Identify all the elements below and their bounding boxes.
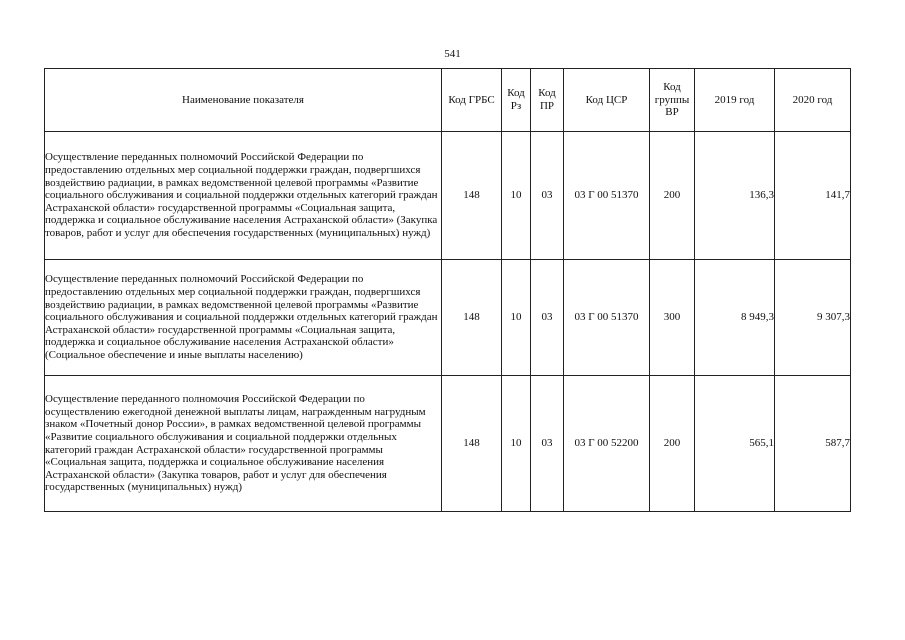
table-row <box>45 376 851 512</box>
row-csr: 03 Г 00 51370 <box>564 260 650 376</box>
row-2019: 136,3 <box>695 132 775 260</box>
row-vr: 200 <box>650 376 695 512</box>
header-grbs: Код ГРБС <box>442 69 502 132</box>
row-csr: 03 Г 00 52200 <box>564 376 650 512</box>
row-pr: 03 <box>531 260 564 376</box>
table-row <box>45 260 851 376</box>
page-number: 541 <box>444 48 461 60</box>
row-rz: 10 <box>502 260 531 376</box>
header-vr: Код группы ВР <box>650 69 695 132</box>
row-2020: 587,7 <box>775 376 851 512</box>
row-2020: 9 307,3 <box>775 260 851 376</box>
row-2020: 141,7 <box>775 132 851 260</box>
row-rz: 10 <box>502 376 531 512</box>
budget-table <box>44 68 851 512</box>
table-row <box>45 132 851 260</box>
header-2020: 2020 год <box>775 69 851 132</box>
row-vr: 300 <box>650 260 695 376</box>
row-grbs: 148 <box>442 376 502 512</box>
header-2019: 2019 год <box>695 69 775 132</box>
row-name: Осуществление переданных полномочий Российской Федерации по предоставлению отдельных мер социальной поддержки граждан, подвергшихся воздействию радиации, в рамках ведомственной целевой программы «Развитие социального обслуживания и социальной поддержки отдельных категорий граждан Астраханской области» государственной программы «Социальная защита, поддержка и социальное обслуживание населения Астраханской области» (Социальное обеспечение и иные выплаты населению) <box>45 260 442 376</box>
header-rz: Код Рз <box>502 69 531 132</box>
row-pr: 03 <box>531 376 564 512</box>
row-pr: 03 <box>531 132 564 260</box>
row-name: Осуществление переданного полномочия Российской Федерации по осуществлению ежегодной денежной выплаты лицам, награжденным нагрудным знаком «Почетный донор России», в рамках ведомственной целевой программы «Развитие социального обслуживания и социальной поддержки отдельных категорий граждан Астраханской области» государственной программы «Социальная защита, поддержка и социальное обслуживание населения Астраханской области» (Закупка товаров, работ и услуг для обеспечения государственных (муниципальных) нужд) <box>45 376 442 512</box>
header-pr: Код ПР <box>531 69 564 132</box>
header-name: Наименование показателя <box>45 69 442 132</box>
row-rz: 10 <box>502 132 531 260</box>
row-vr: 200 <box>650 132 695 260</box>
row-name: Осуществление переданных полномочий Российской Федерации по предоставлению отдельных мер социальной поддержки граждан, подвергшихся воздействию радиации, в рамках ведомственной целевой программы «Развитие социального обслуживания и социальной поддержки отдельных категорий граждан Астраханской области» государственной программы «Социальная защита, поддержка и социальное обслуживание населения Астраханской области» (Закупка товаров, работ и услуг для обеспечения государственных (муниципальных) нужд) <box>45 132 442 260</box>
row-csr: 03 Г 00 51370 <box>564 132 650 260</box>
row-2019: 8 949,3 <box>695 260 775 376</box>
row-grbs: 148 <box>442 132 502 260</box>
row-2019: 565,1 <box>695 376 775 512</box>
row-grbs: 148 <box>442 260 502 376</box>
table-header-row <box>45 69 851 132</box>
header-csr: Код ЦСР <box>564 69 650 132</box>
